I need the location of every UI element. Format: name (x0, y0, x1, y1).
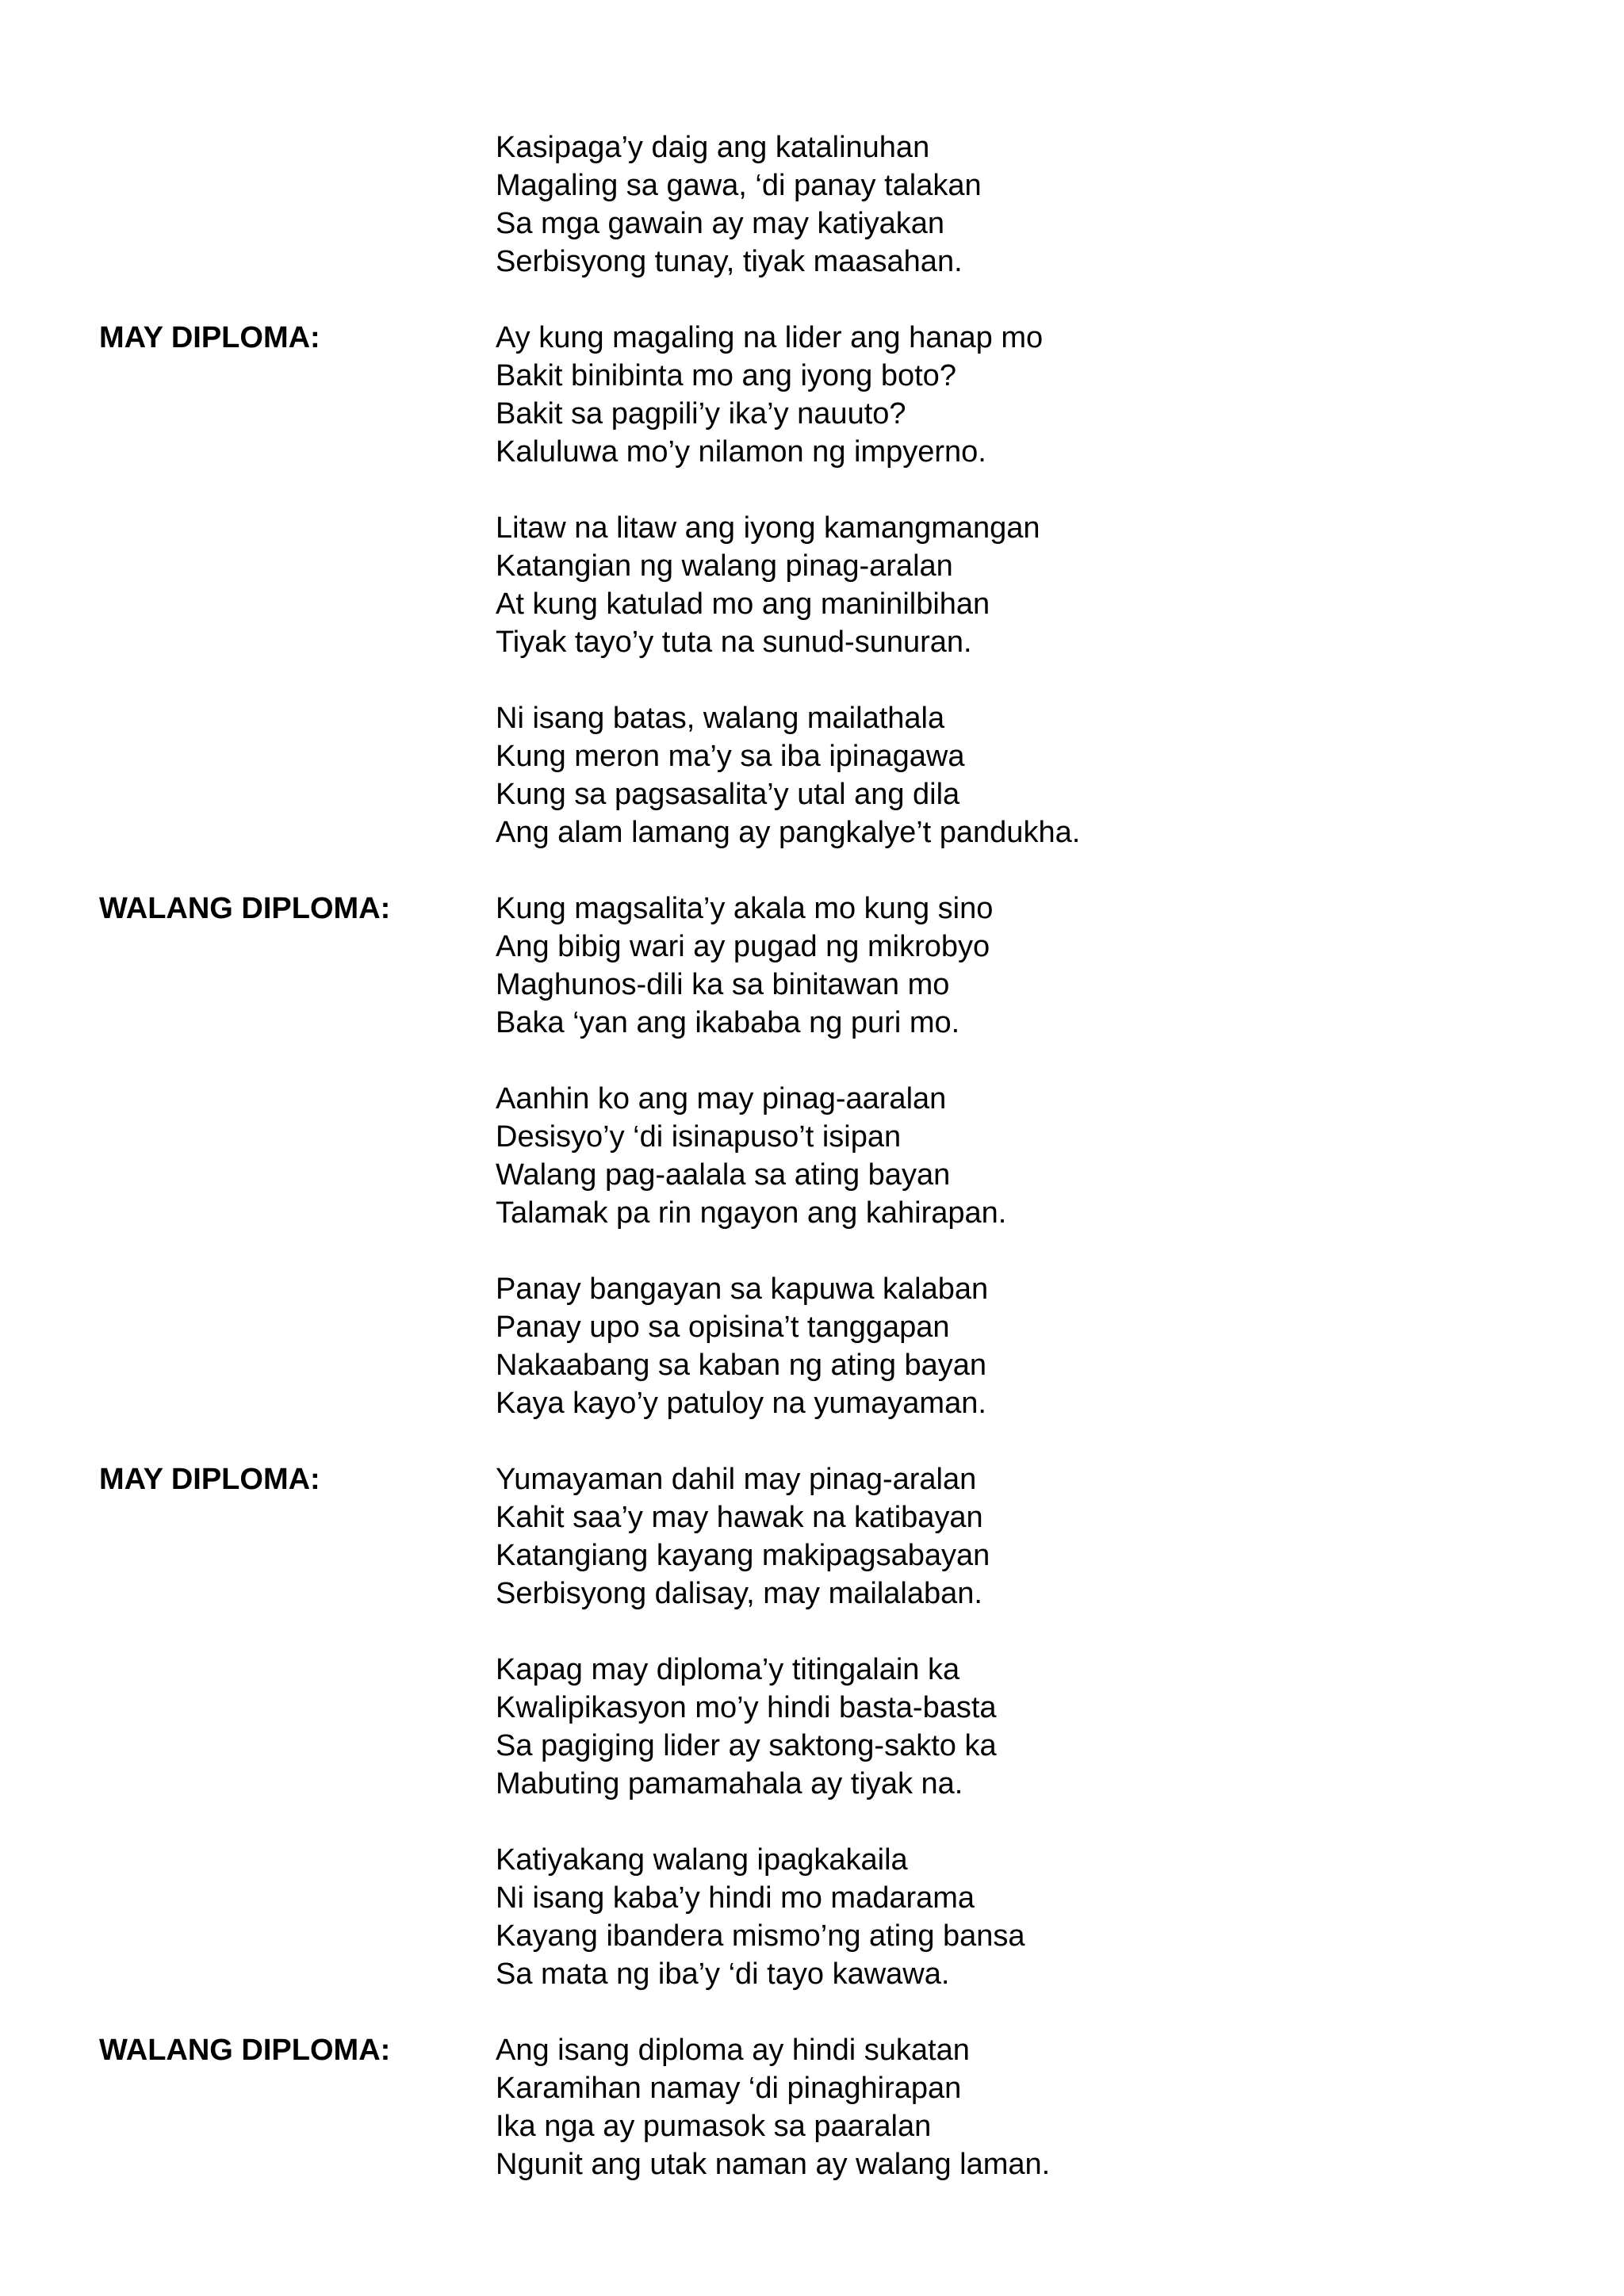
verse-line: Kung magsalita’y akala mo kung sino (496, 892, 994, 925)
stanza-block (0, 2031, 1624, 2183)
verse-line: Katangian ng walang pinag-aralan (496, 549, 953, 583)
verse-line: Ni isang batas, walang mailathala (496, 702, 945, 735)
verse-line: Kung sa pagsasalita’y utal ang dila (496, 778, 960, 811)
stanza (496, 128, 1624, 281)
speaker-label: MAY DIPLOMA: (99, 1463, 320, 1496)
stanza (496, 890, 1624, 1042)
speaker-label: WALANG DIPLOMA: (99, 2034, 391, 2067)
stanza-block (0, 1841, 1624, 1993)
verse-line: Litaw na litaw ang iyong kamangmangan (496, 511, 1040, 545)
stanza (496, 1460, 1624, 1613)
verse-line: Bakit binibinta mo ang iyong boto? (496, 359, 956, 392)
verse-line: Ika nga ay pumasok sa paaralan (496, 2110, 932, 2143)
stanza (496, 1080, 1624, 1232)
verse-line: Nakaabang sa kaban ng ating bayan (496, 1349, 987, 1382)
verse-line: Mabuting pamamahala ay tiyak na. (496, 1767, 963, 1800)
poem-body (0, 128, 1624, 2221)
verse-line: Desisyo’y ‘di isinapuso’t isipan (496, 1120, 902, 1154)
verse-line: Serbisyong tunay, tiyak maasahan. (496, 245, 963, 278)
verse-line: Magaling sa gawa, ‘di panay talakan (496, 169, 982, 202)
verse-line: Maghunos-dili ka sa binitawan mo (496, 968, 950, 1001)
stanza (496, 509, 1624, 661)
verse-line: Ang isang diploma ay hindi sukatan (496, 2034, 970, 2067)
verse-line: Tiyak tayo’y tuta na sunud-sunuran. (496, 626, 972, 659)
verse-line: Kayang ibandera mismo’ng ating bansa (496, 1919, 1025, 1953)
stanza-block (0, 1651, 1624, 1803)
verse-line: Ni isang kaba’y hindi mo madarama (496, 1881, 975, 1915)
verse-line: Kaya kayo’y patuloy na yumayaman. (496, 1387, 986, 1420)
verse-line: Walang pag-aalala sa ating bayan (496, 1158, 951, 1192)
stanza-block (0, 509, 1624, 661)
stanza-block (0, 128, 1624, 281)
stanza-block (0, 1080, 1624, 1232)
verse-line: Serbisyong dalisay, may mailalaban. (496, 1577, 982, 1610)
verse-line: Katiyakang walang ipagkakaila (496, 1843, 908, 1877)
stanza (496, 1651, 1624, 1803)
speaker-label: WALANG DIPLOMA: (99, 892, 391, 925)
verse-line: Talamak pa rin ngayon ang kahirapan. (496, 1196, 1007, 1230)
verse-line: Yumayaman dahil may pinag-aralan (496, 1463, 977, 1496)
stanza (496, 1270, 1624, 1422)
verse-line: Sa mga gawain ay may katiyakan (496, 207, 945, 240)
verse-line: Kasipaga’y daig ang katalinuhan (496, 131, 930, 164)
stanza-block (0, 890, 1624, 1042)
verse-line: Kwalipikasyon mo’y hindi basta-basta (496, 1691, 997, 1724)
verse-line: Ay kung magaling na lider ang hanap mo (496, 321, 1044, 354)
verse-line: Aanhin ko ang may pinag-aaralan (496, 1082, 947, 1115)
verse-line: Ang bibig wari ay pugad ng mikrobyo (496, 930, 990, 963)
verse-line: Kaluluwa mo’y nilamon ng impyerno. (496, 435, 986, 469)
stanza-block (0, 1460, 1624, 1613)
verse-line: Ngunit ang utak naman ay walang laman. (496, 2148, 1051, 2181)
verse-line: Bakit sa pagpili’y ika’y nauuto? (496, 397, 906, 430)
verse-line: Panay upo sa opisina’t tanggapan (496, 1311, 950, 1344)
verse-line: Sa mata ng iba’y ‘di tayo kawawa. (496, 1957, 950, 1991)
stanza-block (0, 1270, 1624, 1422)
verse-line: Katangiang kayang makipagsabayan (496, 1539, 990, 1572)
verse-line: Ang alam lamang ay pangkalye’t pandukha. (496, 816, 1081, 849)
verse-line: Panay bangayan sa kapuwa kalaban (496, 1272, 989, 1306)
verse-line: Baka ‘yan ang ikababa ng puri mo. (496, 1006, 960, 1039)
verse-line: Kahit saa’y may hawak na katibayan (496, 1501, 983, 1534)
stanza-block (0, 699, 1624, 851)
stanza (496, 1841, 1624, 1993)
stanza (496, 699, 1624, 851)
verse-line: Kapag may diploma’y titingalain ka (496, 1653, 960, 1686)
verse-line: Kung meron ma’y sa iba ipinagawa (496, 740, 965, 773)
stanza-block (0, 319, 1624, 471)
stanza (496, 2031, 1624, 2183)
verse-line: Sa pagiging lider ay saktong-sakto ka (496, 1729, 997, 1762)
speaker-label: MAY DIPLOMA: (99, 321, 320, 354)
stanza (496, 319, 1624, 471)
verse-line: At kung katulad mo ang maninilbihan (496, 587, 990, 621)
verse-line: Karamihan namay ‘di pinaghirapan (496, 2072, 962, 2105)
